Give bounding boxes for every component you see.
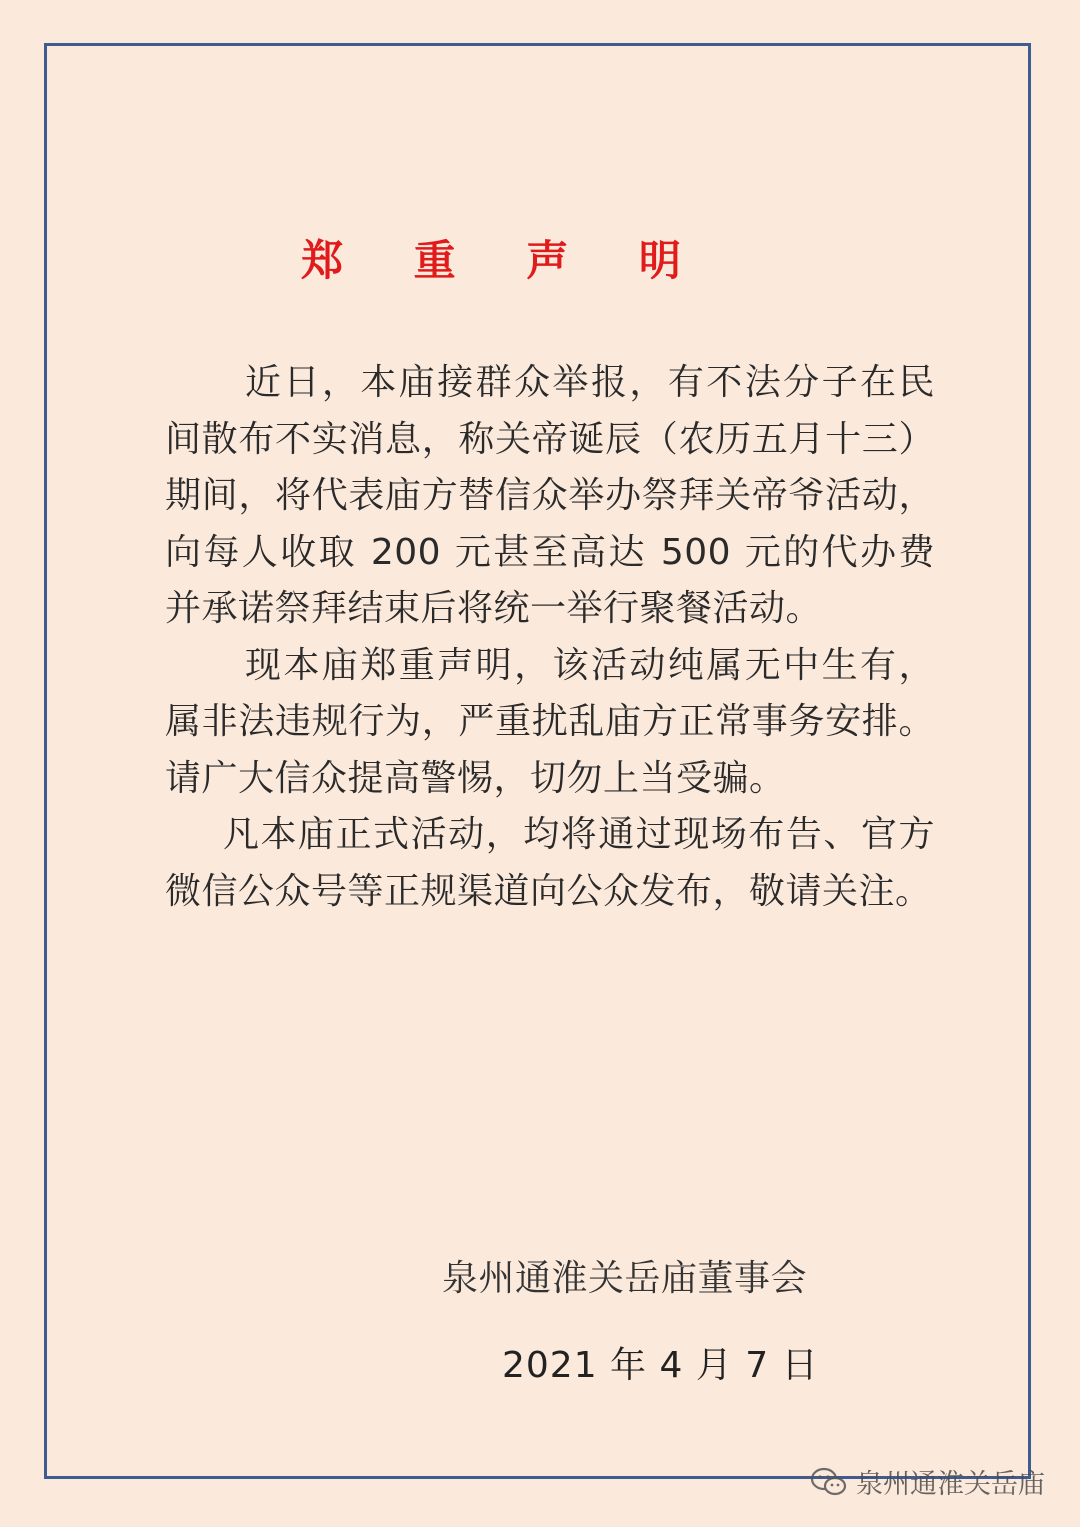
notice-paragraph-3: 凡本庙正式活动，均将通过现场布告、官方微信公众号等正规渠道向公众发布，敬请关注。 xyxy=(165,814,935,912)
source-watermark xyxy=(810,1462,1045,1501)
notice-paragraph-2: 现本庙郑重声明，该活动纯属无中生有，属非法违规行为，严重扰乱庙方正常事务安排。请广大信众提高警惕，切勿上当受骗。 xyxy=(165,644,935,799)
notice-paragraph-1: 近日，本庙接群众举报，有不法分子在民间散布不实消息，称关帝诞辰（农历五月十三）期间，将代表庙方替信众举办祭拜关帝爷活动，向每人收取 200 元甚至高达 500 元的代办费并承诺祭拜结束后将统一举行聚餐活动。 xyxy=(165,362,935,629)
notice-title: 郑 重 声 明 xyxy=(301,236,709,285)
notice-date: 2021 年 4 月 7 日 xyxy=(502,1345,819,1386)
notice-body xyxy=(165,355,935,920)
wechat-icon xyxy=(810,1466,848,1498)
watermark-text: 泉州通淮关岳庙 xyxy=(856,1469,1045,1500)
notice-signature: 泉州通淮关岳庙董事会 xyxy=(442,1258,808,1299)
